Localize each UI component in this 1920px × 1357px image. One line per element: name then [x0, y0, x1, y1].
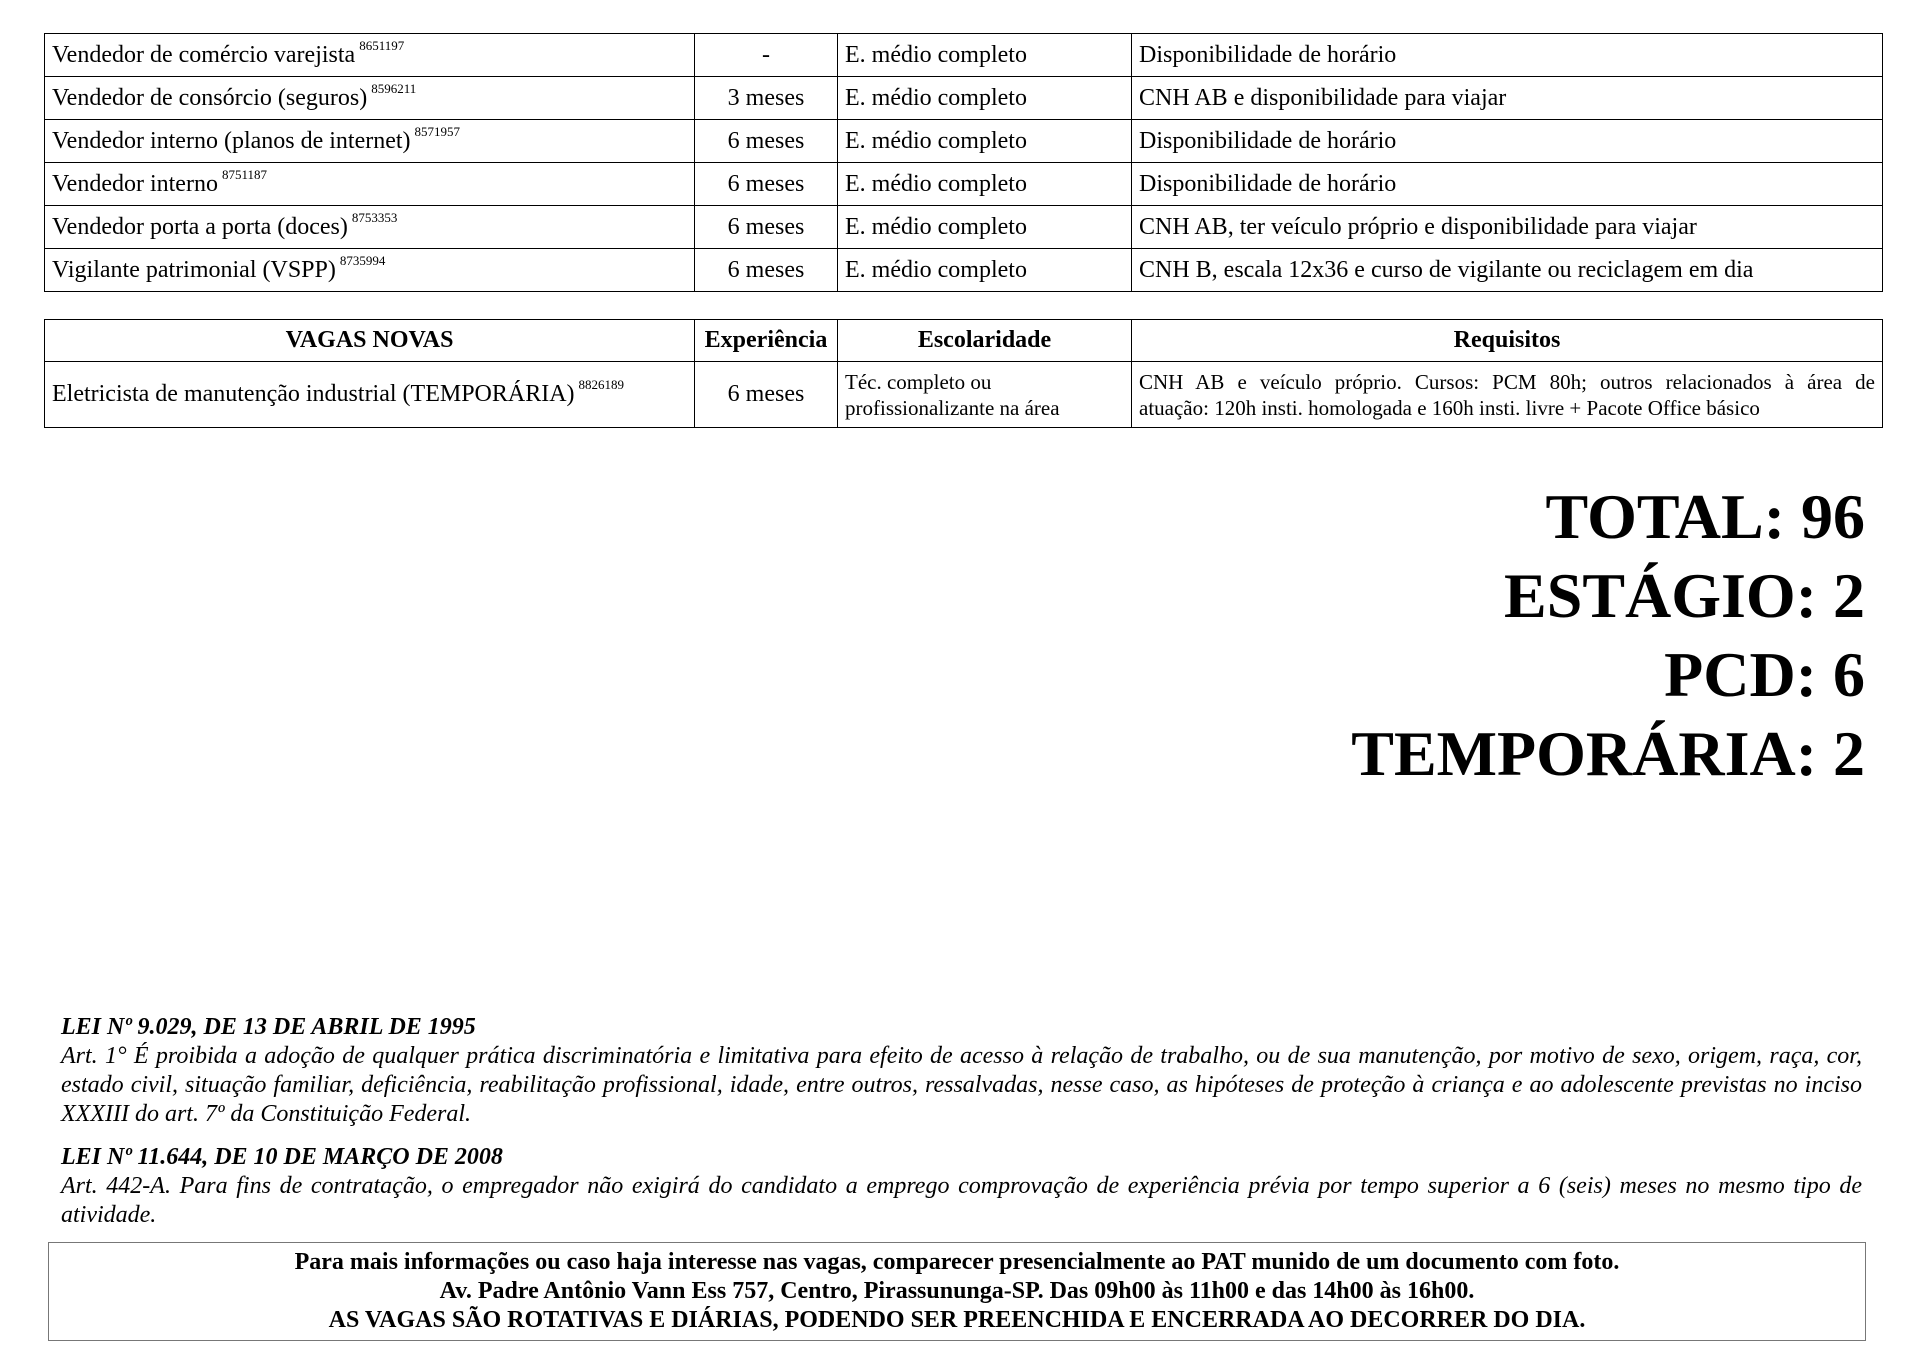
header-escolaridade: Escolaridade: [838, 320, 1132, 362]
job-code: 8826189: [578, 377, 625, 392]
requirements-cell: CNH B, escala 12x36 e curso de vigilante ou reciclagem em dia: [1132, 249, 1883, 292]
job-code: 8596211: [371, 80, 417, 96]
experience-cell: 6 meses: [695, 362, 838, 428]
job-code: 8751187: [221, 166, 267, 182]
temporaria-count: TEMPORÁRIA: 2: [1351, 718, 1865, 789]
experience-cell: 6 meses: [695, 163, 838, 206]
table-row: [45, 34, 1883, 77]
experience-cell: -: [695, 34, 838, 77]
job-title-cell: Vigilante patrimonial (VSPP) $^{8735994}$: [45, 249, 695, 292]
footer-line-2: Av. Padre Antônio Vann Ess 757, Centro, Pirassununga-SP. Das 09h00 às 11h00 e das 14h00 às 16h00.: [439, 1278, 1475, 1304]
header-vagas-novas: VAGAS NOVAS: [45, 320, 695, 362]
table-header-row: [45, 320, 1883, 362]
requirements-cell: [1132, 362, 1883, 428]
education-cell: E. médio completo: [838, 163, 1132, 206]
law-text: Art. 442-A. Para fins de contratação, o empregador não exigirá do candidato a emprego comprovação de experiência prévia por tempo superior a 6 (seis) meses no mesmo tipo de atividade.: [61, 1173, 1862, 1228]
estagio-count: ESTÁGIO: 2: [1504, 560, 1865, 631]
experience-cell: 6 meses: [695, 120, 838, 163]
law-section-9029: [61, 1013, 1862, 1129]
jobs-table: [44, 33, 1883, 292]
table-row: [45, 206, 1883, 249]
education-line-1: Téc. completo ou: [845, 369, 992, 394]
job-title-cell: Vendedor interno $^{8751187}$: [45, 163, 695, 206]
table-row: [45, 249, 1883, 292]
requirements-cell: Disponibilidade de horário: [1132, 163, 1883, 206]
requirements-cell: CNH AB e disponibilidade para viajar: [1132, 77, 1883, 120]
job-title-cell: Vendedor porta a porta (doces) $^{8753353}$: [45, 206, 695, 249]
requirements-cell: Disponibilidade de horário: [1132, 120, 1883, 163]
education-cell: E. médio completo: [838, 249, 1132, 292]
education-cell: E. médio completo: [838, 206, 1132, 249]
requirements-cell: Disponibilidade de horário: [1132, 34, 1883, 77]
education-cell: E. médio completo: [838, 34, 1132, 77]
experience-cell: 6 meses: [695, 249, 838, 292]
job-title-cell: Vendedor de comércio varejista $^{8651197}$: [45, 34, 695, 77]
job-code: 8651197: [359, 37, 405, 53]
new-jobs-table: [44, 319, 1883, 428]
experience-cell: 3 meses: [695, 77, 838, 120]
job-code: 8571957: [414, 123, 461, 139]
table-row: [45, 163, 1883, 206]
footer-line-1: Para mais informações ou caso haja interesse nas vagas, comparecer presencialmente ao PAT munido de um documento com foto.: [294, 1249, 1620, 1275]
info-footer-box: [48, 1242, 1866, 1341]
experience-cell: 6 meses: [695, 206, 838, 249]
education-line-2: profissionalizante na área: [845, 395, 1060, 420]
table-row: [45, 120, 1883, 163]
law-title: LEI Nº 9.029, DE 13 DE ABRIL DE 1995: [61, 1014, 476, 1040]
education-cell: E. médio completo: [838, 120, 1132, 163]
header-requisitos: Requisitos: [1132, 320, 1883, 362]
law-section-11644: [61, 1143, 1862, 1230]
table-row: [45, 362, 1883, 428]
footer-line-3: AS VAGAS SÃO ROTATIVAS E DIÁRIAS, PODENDO SER PREENCHIDA E ENCERRADA AO DECORRER DO DIA.: [328, 1307, 1586, 1333]
job-title-cell: Vendedor de consórcio (seguros) $^{8596211}$: [45, 77, 695, 120]
job-code: 8753353: [351, 209, 398, 225]
requirements-cell: CNH AB, ter veículo próprio e disponibilidade para viajar: [1132, 206, 1883, 249]
education-cell: [838, 362, 1132, 428]
law-text: Art. 1° É proibida a adoção de qualquer prática discriminatória e limitativa para efeito de acesso à relação de trabalho, ou de sua manutenção, por motivo de sexo, origem, raça, cor, estado civil, situação familiar, deficiência, reabilitação profissional, idade, entre outros, ressalvadas, nesse caso, as hipóteses de proteção à criança e ao adolescente previstas no inciso XXXIII do art. 7º da Constituição Federal.: [61, 1043, 1862, 1127]
totals-summary: [1351, 477, 1865, 793]
requirements-line-1: CNH AB e veículo próprio. Cursos: PCM 80h; outros relacionados à área de: [1139, 369, 1875, 394]
job-code: 8735994: [339, 252, 386, 268]
table-row: [45, 77, 1883, 120]
job-title-cell: Eletricista de manutenção industrial (TEMPORÁRIA) $^{8826189}$: [45, 362, 695, 428]
job-title-cell: Vendedor interno (planos de internet) $^{8571957}$: [45, 120, 695, 163]
total-count: TOTAL: 96: [1545, 481, 1865, 552]
pcd-count: PCD: 6: [1664, 639, 1865, 710]
requirements-line-2: atuação: 120h insti. homologada e 160h insti. livre + Pacote Office básico: [1139, 395, 1760, 420]
law-title: LEI Nº 11.644, DE 10 DE MARÇO DE 2008: [61, 1144, 503, 1170]
header-experiencia: Experiência: [695, 320, 838, 362]
education-cell: E. médio completo: [838, 77, 1132, 120]
